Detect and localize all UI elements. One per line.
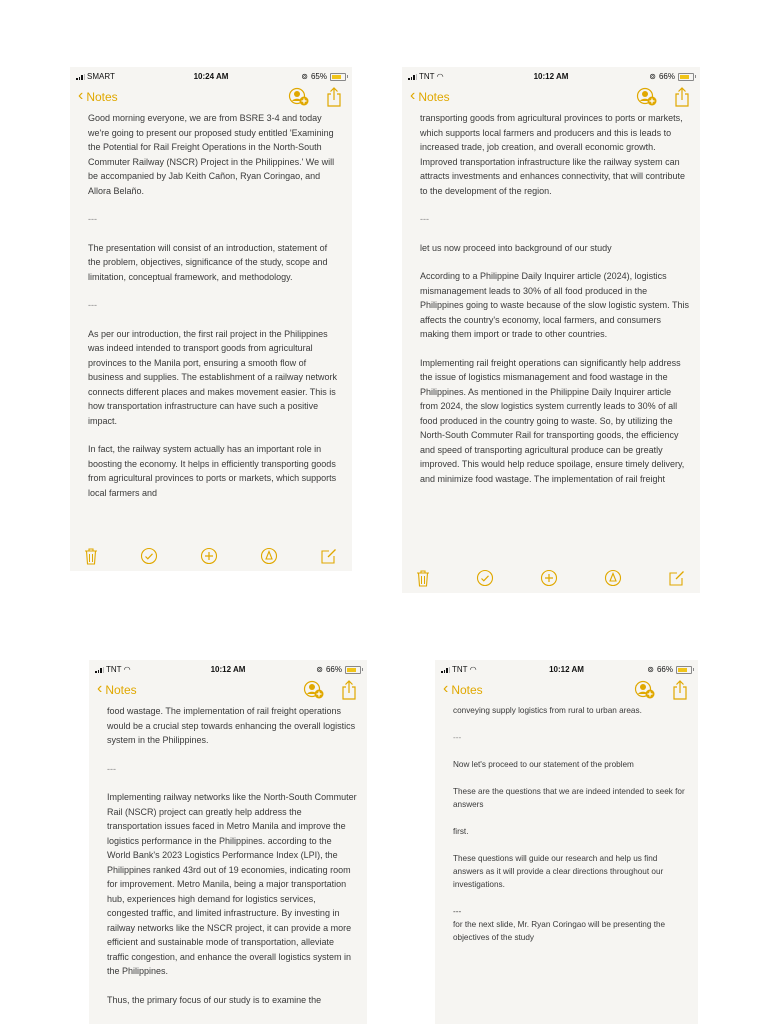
compose-icon[interactable]	[668, 569, 686, 587]
nav-bar	[402, 85, 700, 111]
clock: 10:12 AM	[210, 665, 246, 674]
battery-icon	[330, 73, 346, 81]
battery-icon	[345, 666, 361, 674]
checklist-icon[interactable]	[140, 547, 158, 565]
chevron-left-icon: ‹	[443, 680, 449, 697]
add-icon[interactable]	[540, 569, 558, 587]
wifi-icon: ◠	[123, 665, 131, 674]
add-people-icon[interactable]	[636, 87, 658, 107]
add-icon[interactable]	[200, 547, 218, 565]
share-icon[interactable]	[672, 680, 688, 700]
back-label: Notes	[451, 683, 483, 697]
note-paragraph: Thus, the primary focus of our study is to examine the	[107, 994, 322, 1005]
bottom-toolbar	[70, 541, 352, 571]
note-body[interactable]	[89, 704, 367, 1007]
note-paragraph: first.	[453, 827, 469, 836]
bottom-toolbar	[402, 563, 700, 593]
note-paragraph: --- for the next slide, Mr. Ryan Coringao will be presenting the objectives of the study	[453, 907, 666, 942]
note-body[interactable]	[70, 111, 352, 500]
add-people-icon[interactable]	[303, 680, 325, 700]
markup-pen-icon[interactable]	[260, 547, 278, 565]
back-label: Notes	[418, 90, 450, 104]
share-icon[interactable]	[341, 680, 357, 700]
nav-bar	[435, 678, 698, 704]
rotation-lock-icon: ⊚	[647, 665, 654, 674]
notes-screen-1	[70, 67, 352, 571]
wifi-icon: ◠	[436, 72, 444, 81]
share-icon[interactable]	[674, 87, 690, 107]
status-bar	[402, 67, 700, 85]
battery-percent: 65%	[310, 72, 327, 81]
compose-icon[interactable]	[320, 547, 338, 565]
carrier-label: TNT	[452, 665, 468, 674]
wifi-icon: ◠	[469, 665, 477, 674]
note-separator: ---	[88, 214, 97, 224]
markup-pen-icon[interactable]	[604, 569, 622, 587]
share-icon[interactable]	[326, 87, 342, 107]
note-separator: ---	[88, 300, 97, 310]
note-paragraph: Good morning everyone, we are from BSRE 3-4 and today we're going to present our proposed study entitled 'Examining the Potential for Rail Freight Operations in the North-South Commuter Railway (NSCR) Project in the Philippines.' We will be accompanied by Jab Keith Cañon, Ryan Coringao, and Allora Belaño.	[88, 113, 335, 196]
status-bar	[435, 660, 698, 678]
battery-icon	[676, 666, 692, 674]
notes-screen-3	[89, 660, 367, 1024]
back-button[interactable]	[78, 87, 118, 104]
note-paragraph: food wastage. The implementation of rail freight operations would be a crucial step towards enhancing the overall logistics system in the Philippines.	[107, 706, 356, 745]
note-separator: ---	[453, 733, 462, 742]
note-body[interactable]	[402, 111, 700, 486]
back-button[interactable]	[443, 680, 483, 697]
battery-icon	[678, 73, 694, 81]
back-button[interactable]	[410, 87, 450, 104]
nav-bar	[89, 678, 367, 704]
note-separator: ---	[107, 763, 116, 774]
back-label: Notes	[86, 90, 118, 104]
note-paragraph: Implementing railway networks like the North-South Commuter Rail (NSCR) project can greatly help address the transportation issues faced in Metro Manila and improve the logistics performance in the Philippines. according to the World Bank's 2023 Logistics Performance Index (LPI), the Philippines ranked 43rd out of 19 economies, indicating room for improvement. Metro Manila, being a major transportation hub, experiences high demand for logistics services, congested traffic, and limited infrastructure. By investing in railway networks like the NSCR project, it can provide a more efficient and sustainable mode of transportation, alleviate traffic congestion, and enhance the overall logistics system in the Philippines.	[107, 792, 357, 976]
carrier-label: SMART	[87, 72, 115, 81]
note-paragraph: In fact, the railway system actually has an important role in boosting the economy. It helps in efficiently transporting goods from agricultural provinces to ports or markets, which supports local farmers and	[88, 444, 337, 498]
status-bar	[89, 660, 367, 678]
note-paragraph: transporting goods from agricultural provinces to ports or markets, which supports local farmers and producers and this is leads to increased trade, job creation, and overall economic growth. Improved transportation infrastructure like the railway system can attracts investments and enhances connectivity, that will contribute to the development of the region.	[420, 113, 685, 196]
note-paragraph: According to a Philippine Daily Inquirer article (2024), logistics mismanagement leads to 30% of all food produced in the Philippines going to waste because of the slow logistic system. This affects the country's economy, local farmers, and consumers making them import or trade to other countries.	[420, 271, 689, 339]
nav-bar	[70, 85, 352, 111]
note-separator: ---	[420, 214, 429, 224]
rotation-lock-icon: ⊚	[649, 72, 656, 81]
battery-percent: 66%	[658, 72, 675, 81]
carrier-label: TNT	[106, 665, 122, 674]
notes-screen-4	[435, 660, 698, 1024]
note-paragraph: These are the questions that we are indeed intended to seek for answers	[453, 787, 685, 809]
note-paragraph: Now let's proceed to our statement of the problem	[453, 760, 634, 769]
battery-percent: 66%	[325, 665, 342, 674]
checklist-icon[interactable]	[476, 569, 494, 587]
notes-screen-2	[402, 67, 700, 593]
chevron-left-icon: ‹	[97, 680, 103, 697]
note-paragraph: let us now proceed into background of our study	[420, 242, 612, 253]
clock: 10:12 AM	[533, 72, 569, 81]
carrier-label: TNT	[419, 72, 435, 81]
note-paragraph: These questions will guide our research and help us find answers as it will provide a clear directions throughout our investigations.	[453, 854, 664, 889]
clock: 10:24 AM	[193, 72, 229, 81]
status-bar	[70, 67, 352, 85]
trash-icon[interactable]	[416, 569, 430, 587]
add-people-icon[interactable]	[288, 87, 310, 107]
chevron-left-icon: ‹	[78, 87, 84, 104]
battery-percent: 66%	[656, 665, 673, 674]
rotation-lock-icon: ⊚	[316, 665, 323, 674]
chevron-left-icon: ‹	[410, 87, 416, 104]
back-label: Notes	[105, 683, 137, 697]
note-body[interactable]	[435, 704, 698, 944]
rotation-lock-icon: ⊚	[301, 72, 308, 81]
note-paragraph: The presentation will consist of an introduction, statement of the problem, objectives, significance of the study, scope and limitation, conceptual framework, and methodology.	[88, 242, 328, 282]
back-button[interactable]	[97, 680, 137, 697]
note-paragraph: conveying supply logistics from rural to urban areas.	[453, 706, 642, 715]
add-people-icon[interactable]	[634, 680, 656, 700]
clock: 10:12 AM	[549, 665, 584, 674]
note-paragraph: As per our introduction, the first rail project in the Philippines was indeed intended to transport goods from agricultural provinces to the Manila port, ensuring a smooth flow of business and supplies. The establishment of a railway network connects different places and makes movement easier. This is how transportation infrastructure can have such a positive impact.	[88, 328, 337, 426]
note-paragraph: Implementing rail freight operations can significantly help address the issue of logistics mismanagement and food wastage in the Philippines. As mentioned in the Philippine Daily Inquirer article from 2024, the slow logistics system currently leads to 30% of all food produced in the country going to waste. So, by utilizing the North-South Commuter Rail for transporting goods, the efficiency and speed of transporting agricultural produce can be greatly improved. This would help reduce spoilage, ensure timely delivery, and minimize food wastage. The implementation of rail freight	[420, 357, 685, 484]
trash-icon[interactable]	[84, 547, 98, 565]
